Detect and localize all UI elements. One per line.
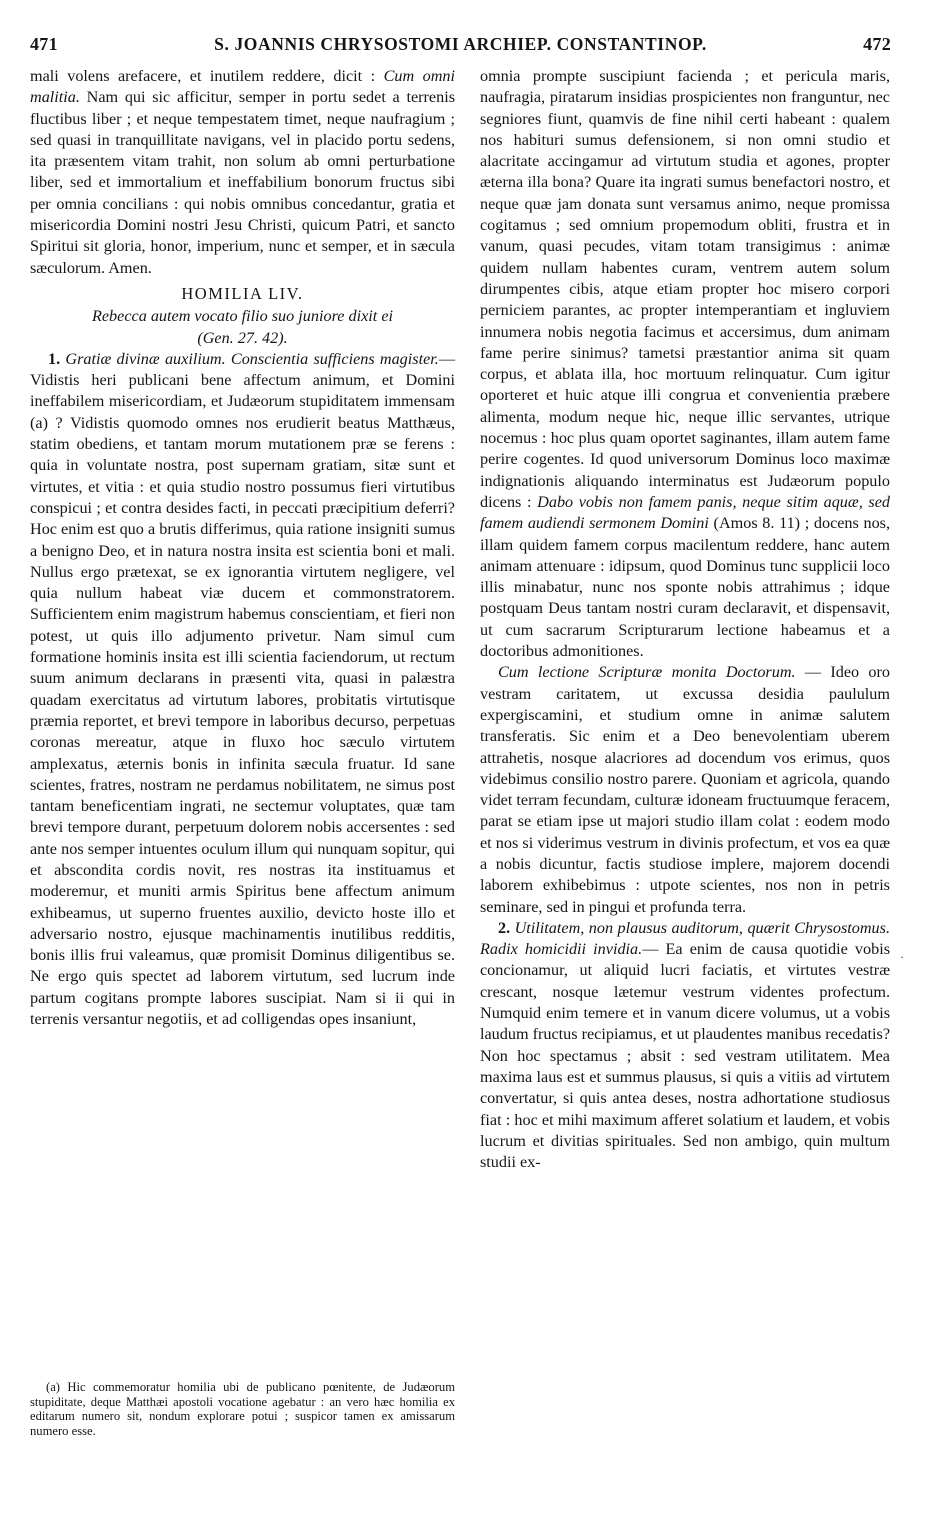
- doctors-paragraph: [480, 662, 890, 918]
- paragraph-text: — Ideo oro vestram caritatem, ut excussa desidia paululum expergiscamini, et studium omne in animæ salutem transferatis. Sic enim et a Deo benevolentiam uberem attrahetis, nosque alacriores ad docendum vos erimus, quos videbimus consilio nostro parere. Quoniam et agricola, quando videt terram fecundam, culturæ idoneam fructuumque feracem, parat se etiam ipse ut majori studio illam colat : eodem modo et nos si viderimus vestrum in divinis profectum, et vos ea quæ a nobis dicuntur, factis studiose implere, majorem docendi laborem exhibebimus : utpote scientes, nos non in petris seminare, sed in pingui et profunda terra.: [480, 663, 891, 916]
- section-1-paragraph: [30, 349, 455, 1031]
- scripture-quote: Cum omni malitia.: [30, 67, 455, 107]
- paragraph-text: — Ea enim de causa quotidie vobis concionamur, ut aliquid lucri faciatis, et virtutes vestræ crescant, nosque lætemur vestrum videntes profectum. Numquid enim temere et in vanum dicere volumus, ut a vobis laudum fructus recipiamus, et ut plaudentes manibus recedatis? Non hoc spectamus ; absit : sed vestram utilitatem. Mea maxima laus est et summus plausus, si quis a vitiis ad virtutem convertatur, si quis antea deses, nostra adhortatione studiosus fiat : hoc et mihi maximum afferet solatium et laudem, et vobis lucrum et divitias spirituales. Sed non ambigo, quin multum studii ex-: [480, 940, 890, 1172]
- paragraph-text: ; docens nos, illam quidem famem corpus macilentum reddere, hanc autem animam attenuare : idipsum, quod Dominus tunc supplicii loco illis minabatur, nunc nos sponte nobis attrahimus ; idque postquam Deus tantam nostri curam declaravit, et dispensavit, ut cum sacrarum Scripturarum lectione habeamus et a doctoribus admonitiones.: [480, 514, 891, 661]
- paragraph-text: mali volens arefacere, et inutilem reddere, dicit :: [30, 67, 384, 85]
- paragraph-text: omnia prompte suscipiunt facienda ; et pericula maris, naufragia, piratarum insidias prospicientes non franguntur, nec segniores fiunt, quamvis de fine nihil certi habeant : qualem nos habituri sumus defensionem, si non omni studio et alacritate accingamur ad virtutum studia et agones, propter æterna illa bona? Quare ita ingrati sumus benefactori nostro, et neque quæ jam donata sunt versamus animo, neque promissa cogitamus ; sed omnium propemodum obliti, frustra et in vanum, quasi pecudes, vitam totam transigimus : animæ quidem nullam habentes curam, ventrem autem solum dirumpentes cibis, atque etiam propter hoc misero corpori perniciem parantes, ac propter intemperantiam et ingluviem innumera nobis negotia facimus et accersimus, dum animam fame perire sinimus? tametsi præstantior anima sit quam corpus, et ablata illa, hoc mortuum relinquatur. Cum igitur oporteret et huic atque illi congrua et convenientia præbere alimenta, modum neque hic, neque illic servantes, utrique nocemus : hoc plus quam oportet saginantes, illam autem fame perire cogentes. Id quod universorum Dominus loco maximæ indignationis aliquando interminatus est Judæorum populo dicens :: [480, 67, 890, 511]
- stray-ink-mark: ·: [900, 950, 904, 964]
- scripture-quote: Dabo vobis non famem panis, neque sitim aquæ, sed famem audiendi sermonem Domini: [480, 492, 890, 533]
- page-number-left: 471: [30, 34, 58, 54]
- footnote: [30, 1380, 455, 1438]
- section-title: Gratiæ divinæ auxilium. Conscientia sufficiens magister.: [60, 349, 439, 368]
- section-number: 1.: [48, 349, 61, 368]
- section-number: 2.: [498, 918, 511, 937]
- paragraph-text: Nam qui sic afficitur, semper in portu sedet a terrenis fluctibus liber ; et neque tempestatem timet, neque naufragium ; sed quasi in tranquillitate navigans, vel in placido portu sedens, ita præsentem vitam trahit, non solum ab omni perturbatione liber, sed et immortalium et ineffabilium bonorum fructus sibi per omnia concilians : qui nobis omnibus concedantur, gratia et misericordia Domini nostri Jesu Christi, quicum Patri, et sancto Spiritui sit gloria, honor, imperium, nunc et semper, et in sæcula sæculorum. Amen.: [30, 88, 455, 277]
- scripture-reference: (Amos 8. 11): [708, 514, 801, 533]
- section-2-paragraph: [480, 918, 890, 1174]
- section-title: Utilitatem, non plausus auditorum, quærit Chrysostomus. Radix homicidii invidia.: [480, 918, 890, 959]
- page-number-right: 472: [863, 34, 891, 54]
- footnote-text: Hic commemoratur homilia ubi de publicano pœnitente, de Judæorum stupiditate, deque Matthæi apostoli vocatione agebatur : an vero hæc homilia ex editarum numero sit, nondum explorare potui ; suspicor tamen ex amissarum numero esse.: [30, 1380, 455, 1438]
- left-column: [30, 66, 455, 1030]
- running-title: S. JOANNIS CHRYSOSTOMI ARCHIEP. CONSTANTINOP.: [214, 34, 707, 54]
- homily-reference: (Gen. 27. 42).: [197, 328, 288, 347]
- continued-paragraph: [480, 66, 890, 662]
- running-header: [30, 34, 891, 60]
- homily-heading: HOMILIA LIV.: [181, 283, 304, 303]
- paragraph-text: —Vidistis heri publicani bene affectum animum, et Domini ineffabilem misericordiam, et Judæorum stupiditatem immensam (a) ? Vidistis quomodo omnes nos erudierit beatus Matthæus, statim obediens, et tantam morum mutationem præ se ferens : quia in voluntate nostra, post supernam gratiam, sitæ sunt et virtutes, et vitia : et quia studio nostro possumus fieri virtutibus conspicui ; et contra desides facti, in peccati præcipitium deferri? Hoc enim est quo a brutis differimus, quia ratione insigniti sumus a benigno Deo, et in natura nostra insita est scientia boni et mali. Nullus ergo prætexat, se ex ignorantia virtutem negligere, vel quia nullum habeat viæ ducem et commonstratorem. Sufficientem enim magistrum habemus conscientiam, et fieri non potest, ut quis illo adjumento privetur. Nam simul cum formatione hominis insita est illi scientia faciendorum, ut rectum suum animum declarans in præsenti vita, quasi in palæstra quadam exercitatus ad virtutum labores, probitatis virtutisque præmia reportet, et brevi tempore in laboribus decurso, perpetuas coronas mereatur, atque in fluxo hoc sæculo virtutem amplexatus, æternis bonis in infinita sæcula fruatur. Id sane scientes, fratres, nostram ne perdamus nobilitatem, ne simus post tantam beneficentiam ingrati, ne sectemur voluptates, quæ tam brevi tempore durant, perpetuum dolorem nobis accersentes : sed ante nos semper intuentes oculum illum qui nunquam sopitur, qui et abscondita cordis novit, res nostras ita instituamus et moderemur, et muniti armis Spiritus bene affectum animum exhibeamus, ut superno fruentes auxilio, devicto hoste illo et adversario nostro, ejusque machinamentis inutilibus redditis, bonis illis frui valeamus, quæ promisit Dominus diligentibus se. Ne ergo quis spectet ad laborem virtutum, sed lucrum inde partum cogitans prompte labores suscipiat. Nam si ii qui in terrenis versantur negotiis, et ad colligendas opes insaniunt,: [30, 349, 455, 1029]
- section-title: Cum lectione Scripturæ monita Doctorum.: [498, 663, 796, 682]
- right-column: [480, 66, 890, 1173]
- footnote-marker: (a): [46, 1380, 60, 1394]
- closing-paragraph: [30, 66, 455, 279]
- homily-subtitle: Rebecca autem vocato filio suo juniore dixit ei: [91, 307, 394, 326]
